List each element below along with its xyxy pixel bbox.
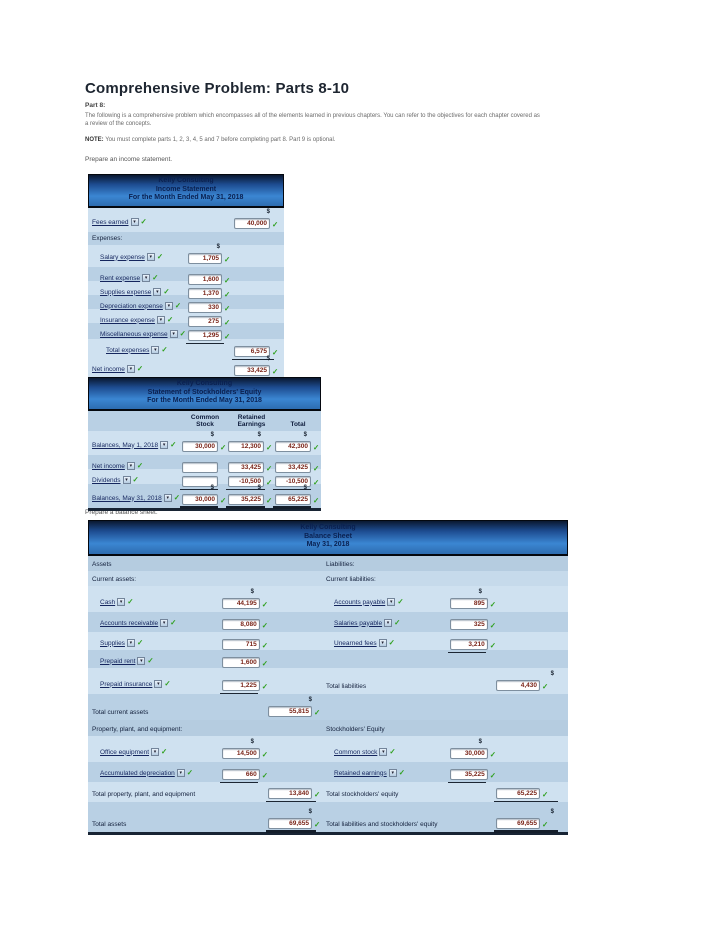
net-income-select[interactable]: Net income ▾ [92,365,135,373]
amount-input[interactable]: 1,225 [222,680,260,691]
intro-line-1: The following is a comprehensive problem which encompasses all of the elements learned in previous chapters. You can refer to the objectives for each chapter covered as [85,113,540,119]
check-icon: ✓ [261,681,268,691]
current-assets-heading: Current assets: [92,575,137,583]
check-icon: ✓ [132,474,139,484]
instruction-balance-sheet: Prepare a balance sheet. [85,509,158,516]
dollar-sign: $ [478,738,482,745]
account-select[interactable]: Supplies ▾ [100,639,135,647]
dollar-sign: $ [550,808,554,815]
total-liab-se-amount-input[interactable]: 69,655 [496,818,540,829]
part-label: Part 8: [85,102,106,109]
amount-input[interactable]: 3,210 [450,639,488,650]
check-icon: ✓ [224,289,231,299]
dollar-sign: $ [250,588,254,595]
row-label-select[interactable]: Balances, May 1, 2018 ▾ [92,441,168,449]
check-icon: ✓ [388,637,395,647]
expenses-heading: Expenses: [92,234,123,242]
check-icon: ✓ [394,617,401,627]
balance-sheet-header [88,520,568,556]
table-row [88,245,284,267]
check-icon: ✓ [127,596,134,606]
check-icon: ✓ [266,463,273,473]
intro-text [85,112,650,128]
check-icon: ✓ [261,658,268,668]
table-row [88,762,568,782]
check-icon: ✓ [179,328,186,338]
check-icon: ✓ [156,251,164,261]
check-icon: ✓ [313,442,320,452]
statement-title: Income Statement [155,185,217,193]
dollar-sign: $ [266,355,270,362]
check-icon: ✓ [170,617,177,627]
check-icon: ✓ [224,303,231,313]
col-header-total: Total [290,421,306,428]
account-select[interactable]: Prepaid rent ▾ [100,657,145,665]
check-icon: ✓ [266,477,273,487]
amount-input[interactable]: 1,370 [188,288,222,299]
account-select[interactable]: Supplies expense ▾ [100,288,161,296]
check-icon: ✓ [272,347,279,357]
total-assets-label: Total assets [92,820,127,828]
row-label-select[interactable]: Balances, May 31, 2018 ▾ [92,494,172,502]
check-icon: ✓ [136,460,144,470]
amount-input[interactable]: 14,500 [222,748,260,759]
amount-input[interactable]: -10,500 [228,476,264,487]
check-icon: ✓ [140,216,147,226]
dollar-sign: $ [210,431,214,438]
total-ppe-label: Total property, plant, and equipment [92,790,196,798]
check-icon: ✓ [542,819,549,829]
statement-title: Balance Sheet [304,532,352,540]
intro-line-2: a review of the concepts. [85,121,152,127]
account-select[interactable]: Miscellaneous expense ▾ [100,330,178,338]
check-icon: ✓ [220,442,227,452]
amount-input[interactable]: 8,080 [222,619,260,630]
amount-input[interactable]: 1,295 [188,330,222,341]
account-select[interactable]: Salary expense ▾ [100,253,155,261]
net-income-row [88,355,284,379]
amount-input[interactable]: 35,225 [228,494,264,505]
chevron-down-icon: ▾ [177,769,185,777]
chevron-down-icon: ▾ [147,253,155,261]
total-current-assets-label: Total current assets [92,708,149,716]
chevron-down-icon: ▾ [379,639,387,647]
company-name: Kelly Consulting [158,177,214,184]
chevron-down-icon: ▾ [137,657,145,665]
statement-period: For the Month Ended May 31, 2018 [128,194,244,201]
chevron-down-icon: ▾ [160,441,168,449]
check-icon: ✓ [266,495,273,505]
section-heading-row [88,556,568,571]
amount-input[interactable]: 30,000 [182,494,218,505]
table-row [88,267,284,285]
chevron-down-icon: ▾ [160,619,168,627]
amount-input[interactable]: 33,425 [228,462,264,473]
instruction-income-statement: Prepare an income statement. [85,156,173,163]
table-row [88,632,568,650]
check-icon: ✓ [489,640,496,650]
total-expenses-row [88,339,284,355]
dollar-sign: $ [250,738,254,745]
check-icon: ✓ [161,344,168,354]
check-icon: ✓ [152,272,159,282]
check-icon: ✓ [166,314,174,324]
total-se-label: Total stockholders' equity [326,790,399,798]
check-icon: ✓ [224,317,231,327]
check-icon: ✓ [147,655,154,665]
table-row [88,668,568,694]
account-select[interactable]: Insurance expense ▾ [100,316,165,324]
note-label: NOTE: [85,137,104,143]
check-icon: ✓ [220,495,227,505]
col-header-retained-earnings: Retained Earnings [237,413,266,428]
note-text [85,137,645,143]
account-select[interactable]: Rent expense ▾ [100,274,150,282]
check-icon: ✓ [261,749,268,759]
chevron-down-icon: ▾ [154,680,162,688]
subsection-heading-row [88,720,568,736]
chevron-down-icon: ▾ [153,288,161,296]
dollar-sign: $ [266,208,270,215]
check-icon: ✓ [261,620,268,630]
stockholders-equity-header [88,377,321,411]
account-select[interactable]: Unearned fees ▾ [334,639,387,647]
amount-input[interactable]: 1,600 [222,657,260,668]
note-body: You must complete parts 1, 2, 3, 4, 5 and 7 before completing part 8. Part 9 is optional. [105,137,336,143]
assets-heading: Assets [92,560,112,568]
total-expenses-amount-input[interactable]: 6,575 [234,346,270,357]
check-icon: ✓ [164,678,171,688]
stockholders-equity-heading: Stockholders' Equity [326,725,385,733]
subsection-heading-row [88,571,568,586]
chevron-down-icon: ▾ [170,330,178,338]
liabilities-heading: Liabilities: [326,560,355,568]
chevron-down-icon: ▾ [131,218,139,226]
chevron-down-icon: ▾ [389,769,397,777]
check-icon: ✓ [224,331,231,341]
amount-input[interactable]: 33,425 [275,462,311,473]
column-header-row [88,411,321,431]
amount-input[interactable]: 30,000 [450,748,488,759]
total-ppe-amount-input[interactable]: 13,840 [268,788,312,799]
check-icon: ✓ [489,620,496,630]
check-icon: ✓ [397,596,404,606]
account-select[interactable]: Office equipment ▾ [100,748,159,756]
amount-input[interactable]: 275 [188,316,222,327]
account-select[interactable]: Salaries payable ▾ [334,619,392,627]
company-name: Kelly Consulting [300,524,356,531]
chevron-down-icon: ▾ [165,302,173,310]
check-icon: ✓ [272,366,279,376]
chevron-down-icon: ▾ [384,619,392,627]
amount-input[interactable]: 44,195 [222,598,260,609]
stockholders-equity-panel [88,377,321,511]
table-row [88,455,321,473]
check-icon: ✓ [272,219,279,229]
amount-input[interactable]: 895 [450,598,488,609]
total-expenses-select[interactable]: Total expenses ▾ [106,346,159,354]
current-liabilities-heading: Current liabilities: [326,575,376,583]
amount-input[interactable]: 30,000 [182,441,218,452]
dollar-sign: $ [550,670,554,677]
chevron-down-icon: ▾ [164,494,172,502]
check-icon: ✓ [542,789,549,799]
expenses-heading-row [88,232,284,245]
check-icon: ✓ [261,770,268,780]
col-header-common-stock: Common Stock [190,413,220,428]
dollar-sign: $ [303,484,307,491]
check-icon: ✓ [224,275,231,285]
check-icon: ✓ [186,767,194,777]
check-icon: ✓ [266,442,273,452]
amount-input[interactable]: 715 [222,639,260,650]
amount-input[interactable]: 12,300 [228,441,264,452]
income-statement-header [88,174,284,208]
chevron-down-icon: ▾ [387,598,395,606]
check-icon: ✓ [261,640,268,650]
table-row [88,309,284,327]
check-icon: ✓ [170,439,177,449]
check-icon: ✓ [161,746,168,756]
total-current-assets-row [88,694,568,720]
table-row [88,484,321,508]
dollar-sign: $ [257,431,261,438]
fees-earned-amount-input[interactable]: 40,000 [234,218,270,229]
check-icon: ✓ [224,254,231,264]
net-income-amount-input[interactable]: 33,425 [234,365,270,376]
chevron-down-icon: ▾ [142,274,150,282]
account-select[interactable]: Depreciation expense ▾ [100,302,173,310]
dollar-sign: $ [308,696,312,703]
table-row [88,323,284,339]
account-select[interactable]: Accounts payable ▾ [334,598,395,606]
chevron-down-icon: ▾ [157,316,165,324]
amount-input[interactable]: 1,600 [188,274,222,285]
total-assets-amount-input[interactable]: 69,655 [268,818,312,829]
check-icon: ✓ [314,707,321,717]
statement-date: May 31, 2018 [306,541,350,548]
totals-row [88,782,568,802]
grand-total-row [88,802,568,832]
income-statement-panel [88,174,284,382]
check-icon: ✓ [313,463,320,473]
amount-input[interactable]: 65,225 [275,494,311,505]
table-row [88,736,568,762]
chevron-down-icon: ▾ [379,748,387,756]
chevron-down-icon: ▾ [117,598,125,606]
dollar-sign: $ [303,431,307,438]
check-icon: ✓ [398,767,406,777]
table-row [88,295,284,313]
total-liab-se-label: Total liabilities and stockholders' equity [326,820,438,828]
dollar-sign: $ [216,243,220,250]
fees-earned-select[interactable]: Fees earned ▾ [92,218,139,226]
dollar-sign: $ [257,484,261,491]
statement-title: Statement of Stockholders' Equity [147,388,262,396]
account-select[interactable]: Retained earnings ▾ [334,769,397,777]
account-select[interactable]: Common stock ▾ [334,748,387,756]
account-select[interactable]: Cash ▾ [100,598,125,606]
total-current-assets-amount-input[interactable]: 55,815 [268,706,312,717]
check-icon: ✓ [173,492,181,502]
amount-input[interactable]: 35,225 [450,769,488,780]
row-label-select[interactable]: Net income ▾ [92,462,135,470]
check-icon: ✓ [314,789,321,799]
fees-earned-row [88,208,284,232]
company-name: Kelly Consulting [176,380,233,387]
balance-sheet-panel [88,520,568,835]
chevron-down-icon: ▾ [127,639,135,647]
check-icon: ✓ [489,599,496,609]
total-se-amount-input[interactable]: 65,225 [496,788,540,799]
row-label-select[interactable]: Dividends ▾ [92,476,131,484]
statement-period: For the Month Ended May 31, 2018 [147,397,262,404]
amount-input[interactable]: 42,300 [275,441,311,452]
page-title: Comprehensive Problem: Parts 8-10 [85,80,350,97]
chevron-down-icon: ▾ [151,748,159,756]
dollar-sign: $ [478,588,482,595]
account-select[interactable]: Accounts receivable ▾ [100,619,168,627]
check-icon: ✓ [163,286,170,296]
table-row [88,281,284,299]
account-select[interactable]: Accumulated depreciation ▾ [100,769,185,777]
ppe-heading: Property, plant, and equipment: [92,725,183,733]
check-icon: ✓ [389,746,396,756]
check-icon: ✓ [313,495,320,505]
amount-input[interactable]: 325 [450,619,488,630]
account-select[interactable]: Prepaid insurance ▾ [100,680,162,688]
check-icon: ✓ [313,477,320,487]
check-icon: ✓ [489,749,496,759]
chevron-down-icon: ▾ [127,462,135,470]
amount-input[interactable]: 1,705 [188,253,222,264]
table-row [88,431,321,455]
amount-input[interactable]: 330 [188,302,222,313]
check-icon: ✓ [314,819,321,829]
check-icon: ✓ [136,363,144,373]
check-icon: ✓ [489,770,496,780]
chevron-down-icon: ▾ [123,476,131,484]
amount-input[interactable] [182,462,218,473]
dollar-sign: $ [308,808,312,815]
amount-input[interactable]: 660 [222,769,260,780]
dollar-sign: $ [210,484,214,491]
chevron-down-icon: ▾ [127,365,135,373]
amount-input[interactable]: -10,500 [275,476,311,487]
check-icon: ✓ [261,599,268,609]
table-row [88,586,568,612]
total-liabilities-amount-input[interactable]: 4,430 [496,680,540,691]
table-row [88,612,568,632]
check-icon: ✓ [136,637,144,647]
chevron-down-icon: ▾ [151,346,159,354]
check-icon: ✓ [542,681,549,691]
check-icon: ✓ [174,300,182,310]
total-liabilities-label: Total liabilities [326,682,367,690]
